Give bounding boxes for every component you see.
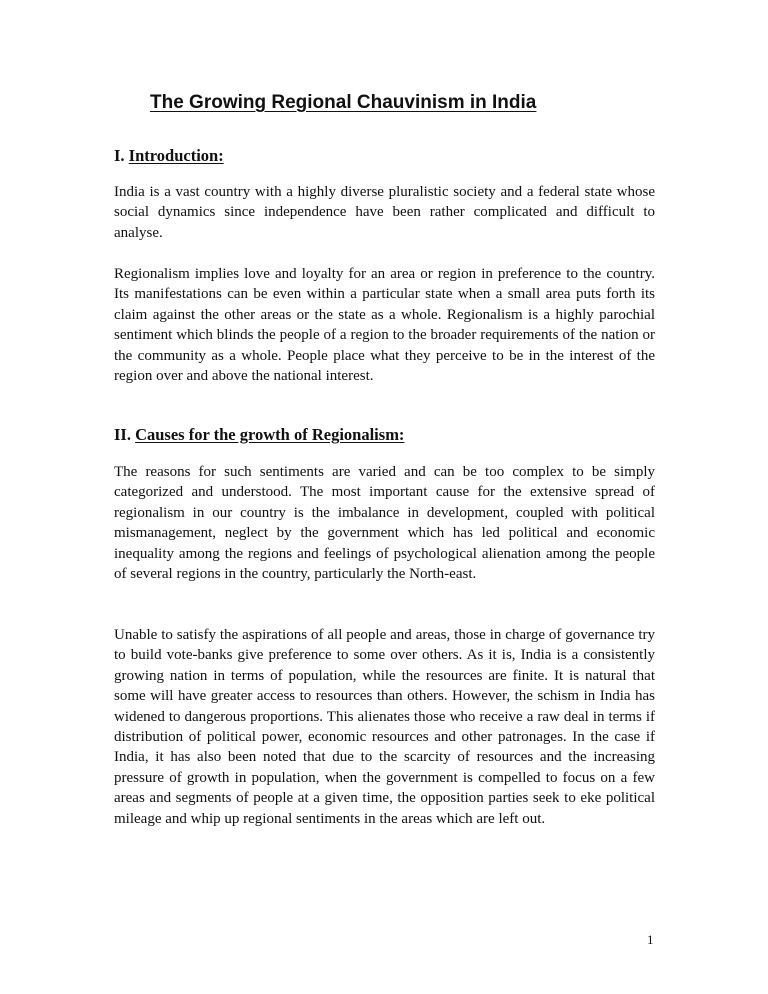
paragraph: India is a vast country with a highly diverse pluralistic society and a federal state whose social dynamics since independence have been rather complicated and difficult to analyse. — [114, 184, 655, 241]
document-title: The Growing Regional Chauvinism in India — [150, 92, 537, 113]
section-number: II. — [114, 425, 131, 444]
section-title: Causes for the growth of Regionalism: — [135, 425, 405, 444]
page-number: 1 — [647, 932, 654, 947]
paragraph: Unable to satisfy the aspirations of all people and areas, those in charge of governance try to build vote-banks give preference to some over others. As it is, India is a consistently growing nation in terms of population, while the resources are finite. It is natural that some will have greater access to resources than others. However, the schism in India has widened to dangerous proportions. This alienates those who receive a raw deal in terms if distribution of political power, economic resources and other patronages. In the case if India, it has also been noted that due to the scarcity of resources and the increasing pressure of growth in population, when the government is compelled to focus on a few areas and segments of people at a given time, the opposition parties seek to eke political mileage and whip up regional sentiments in the areas which are left out. — [114, 627, 655, 827]
section-number: I. — [114, 146, 125, 165]
paragraph: The reasons for such sentiments are varied and can be too complex to be simply categorized and understood. The most important cause for the extensive spread of regionalism in our country is the imbalance in development, coupled with political mismanagement, neglect by the government which has led political and economic inequality among the regions and feelings of psychological alienation among the people of several regions in the country, particularly the North-east. — [114, 464, 655, 583]
paragraph: Regionalism implies love and loyalty for an area or region in preference to the country. Its manifestations can be even within a particular state when a small area puts forth its claim against the other areas or the state as a whole. Regionalism is a highly parochial sentiment which blinds the people of a region to the broader requirements of the nation or the community as a whole. People place what they perceive to be in the interest of the region over and above the national interest. — [114, 266, 655, 385]
section-heading-introduction — [114, 146, 224, 166]
section-heading-causes — [114, 425, 404, 445]
section-title: Introduction: — [128, 146, 224, 165]
